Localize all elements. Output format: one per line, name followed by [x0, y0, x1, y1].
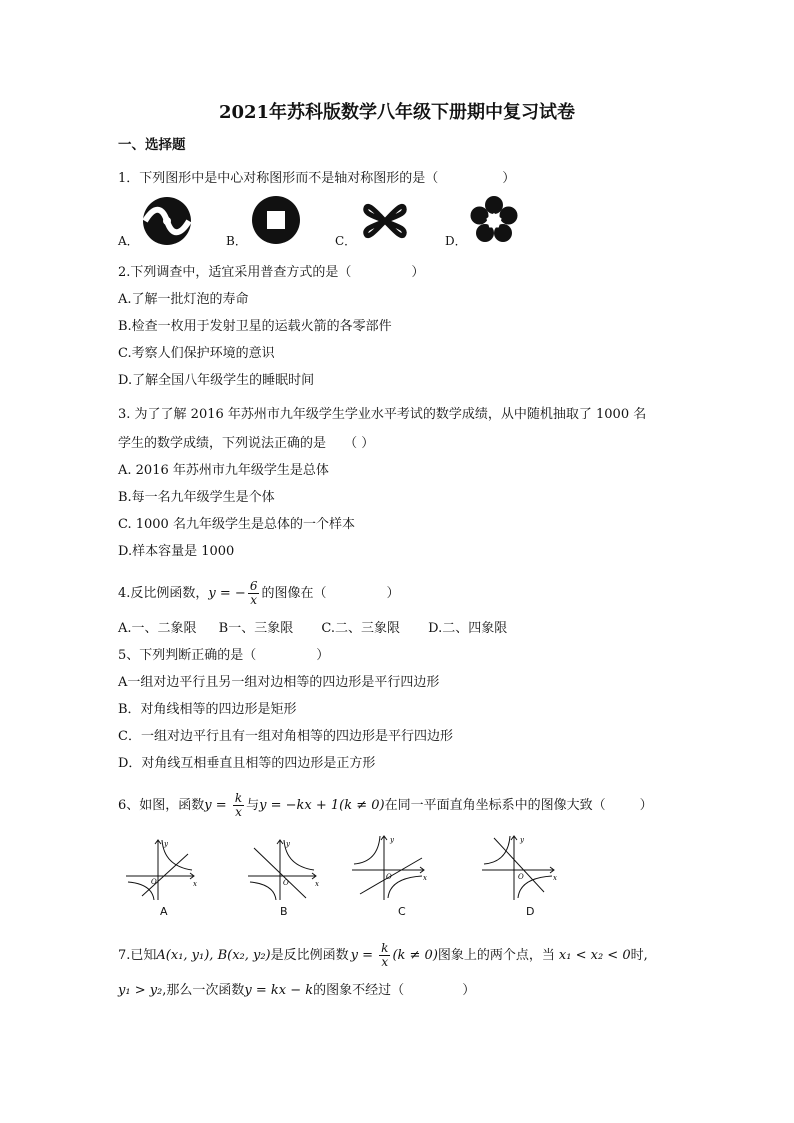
question-6-post: 在同一平面直角坐标系中的图像大致（ — [384, 798, 606, 813]
question-6-close: ） — [639, 798, 653, 813]
q6-linear-expr: y = −kx + 1(k ≠ 0) — [259, 798, 385, 813]
section-heading: 一、选择题 — [118, 137, 186, 153]
question-7-close: ） — [462, 983, 476, 998]
question-3-stem: 学生的数学成绩，下列说法正确的是 — [118, 436, 327, 451]
q2-option-b: B.检查一枚用于发射卫星的运载火箭的各零部件 — [118, 319, 392, 334]
q2-option-d: D.了解全国八年级学生的睡眠时间 — [118, 373, 315, 388]
question-6-stem: 6、如图，函数 — [118, 798, 205, 813]
q6-c-y-label: y — [390, 836, 394, 844]
q7-inequality: x₁ < x₂ < 0 — [558, 948, 631, 963]
q1-option-b-figure — [251, 195, 301, 245]
question-7-tail: 的图象不经过（ — [313, 983, 405, 998]
q4-equals: = − — [215, 586, 246, 601]
question-6: 6、如图，函数y = $\frac{k}{x}$ 与y = −kx + 1(k ≠ 0)在同一平面直角坐标系中的图像大致（ ） — [118, 791, 653, 819]
question-2 — [118, 264, 424, 282]
q1-option-c-figure — [360, 196, 410, 246]
question-7-text: ,那么一次函数 — [162, 983, 245, 998]
q5-option-a: A一组对边平行且另一组对边相等的四边形是平行四边形 — [118, 675, 440, 690]
q5-option-d: D．对角线互相垂直且相等的四边形是正方形 — [118, 756, 376, 771]
question-7-line-1: 7.已知A(x₁, y₁), B(x₂, y₂)是反比例函数 y = $\frac{k}{x}$ (k ≠ 0)图象上的两个点，当 x₁ < x₂ < 0时, — [118, 941, 648, 969]
q1-option-a-label: A． — [118, 234, 139, 248]
q6-graph-b — [246, 836, 322, 902]
q6-b-y-label: y — [286, 840, 290, 848]
q7-denominator: x — [381, 955, 389, 969]
question-3-line-2 — [118, 435, 374, 453]
q1-option-c-label: C． — [335, 234, 357, 248]
question-5-stem: 5、下列判断正确的是（ — [118, 648, 257, 663]
q1-option-b-label: B． — [226, 234, 247, 248]
q7-linear-expr: y = kx − k — [244, 983, 314, 998]
q6-b-x-label: x — [315, 880, 319, 888]
q1-option-d-figure — [470, 196, 518, 244]
q5-option-b: B．对角线相等的四边形是矩形 — [118, 702, 297, 717]
question-3-line-1: 3. 为了了解 2016 年苏州市九年级学生学业水平考试的数学成绩，从中随机抽取了 1000 名 — [118, 407, 647, 422]
question-3-paren: （ ） — [344, 436, 375, 451]
question-5 — [118, 647, 329, 665]
q4-option-d: D.二、四象限 — [428, 621, 508, 636]
question-1-close: ） — [502, 171, 516, 186]
q3-option-a: A. 2016 年苏州市九年级学生是总体 — [118, 463, 329, 478]
question-7-line-2 — [118, 982, 475, 1000]
q6-numerator: k — [234, 791, 243, 805]
question-7-post: 时, — [630, 948, 648, 963]
q4-var-y: y — [208, 586, 216, 601]
q7-y-compare: y₁ > y₂ — [118, 983, 163, 998]
q4-denominator: x — [250, 593, 258, 607]
question-7-mid: 是反比例函数 — [270, 948, 349, 963]
q6-denominator: x — [235, 805, 242, 819]
page-title: 2021年苏科版数学八年级下册期中复习试卷 — [218, 102, 576, 123]
q1-option-d-label: D． — [445, 234, 467, 248]
q4-option-b: B一、三象限 — [218, 621, 294, 636]
q6-a-x-label: x — [193, 880, 197, 888]
q6-caption-a: A — [160, 905, 168, 918]
q2-option-a: A.了解一批灯泡的寿命 — [118, 292, 249, 307]
q6-caption-d: D — [526, 905, 535, 918]
q4-options — [118, 620, 507, 638]
q6-var-y: y — [204, 798, 212, 813]
q7-numerator: k — [381, 941, 389, 955]
q6-b-origin: O — [283, 879, 289, 887]
q6-caption-c: C — [398, 905, 406, 918]
question-7-stem: 7.已知 — [118, 948, 157, 963]
q6-graph-c — [350, 832, 430, 902]
question-4-post: 的图像在（ — [261, 586, 327, 601]
question-6-mid: 与 — [246, 798, 260, 813]
q5-option-c: C．一组对边平行且有一组对角相等的四边形是平行四边形 — [118, 729, 453, 744]
q3-option-b: B.每一名九年级学生是个体 — [118, 490, 275, 505]
q4-numerator: 6 — [249, 579, 258, 593]
q6-a-y-label: y — [164, 840, 168, 848]
question-4 — [118, 580, 400, 607]
question-7-mid2: 图象上的两个点，当 — [437, 948, 555, 963]
q7-fraction — [379, 942, 390, 969]
question-1 — [118, 170, 515, 188]
q3-option-c: C. 1000 名九年级学生是总体的一个样本 — [118, 517, 355, 532]
question-1-stem: 1．下列图形中是中心对称图形而不是轴对称图形的是（ — [118, 171, 439, 186]
question-2-close: ） — [411, 265, 425, 280]
question-2-stem: 2.下列调查中，适宜采用普查方式的是（ — [118, 265, 352, 280]
q6-d-x-label: x — [553, 874, 557, 882]
q6-a-origin: O — [151, 878, 157, 886]
q2-option-c: C.考察人们保护环境的意识 — [118, 346, 275, 361]
q1-option-a-figure — [140, 196, 194, 246]
q6-fraction — [233, 792, 244, 819]
q6-graph-a — [124, 836, 200, 902]
q6-d-origin: O — [518, 873, 524, 881]
q6-c-origin: O — [386, 873, 392, 881]
question-4-stem: 4.反比例函数， — [118, 586, 209, 601]
q6-graph-d — [480, 832, 560, 902]
q7-points: A(x₁, y₁), B(x₂, y₂) — [156, 948, 271, 963]
q6-c-x-label: x — [423, 874, 427, 882]
q4-fraction — [248, 580, 260, 607]
question-4-close: ） — [386, 586, 400, 601]
q3-option-d: D.样本容量是 1000 — [118, 544, 235, 559]
q7-condition: (k ≠ 0) — [392, 948, 438, 963]
q6-caption-b: B — [280, 905, 288, 918]
q4-option-c: C.二、三象限 — [321, 621, 400, 636]
q4-option-a: A.一、二象限 — [118, 621, 197, 636]
q6-d-y-label: y — [520, 836, 524, 844]
question-5-close: ） — [316, 648, 330, 663]
